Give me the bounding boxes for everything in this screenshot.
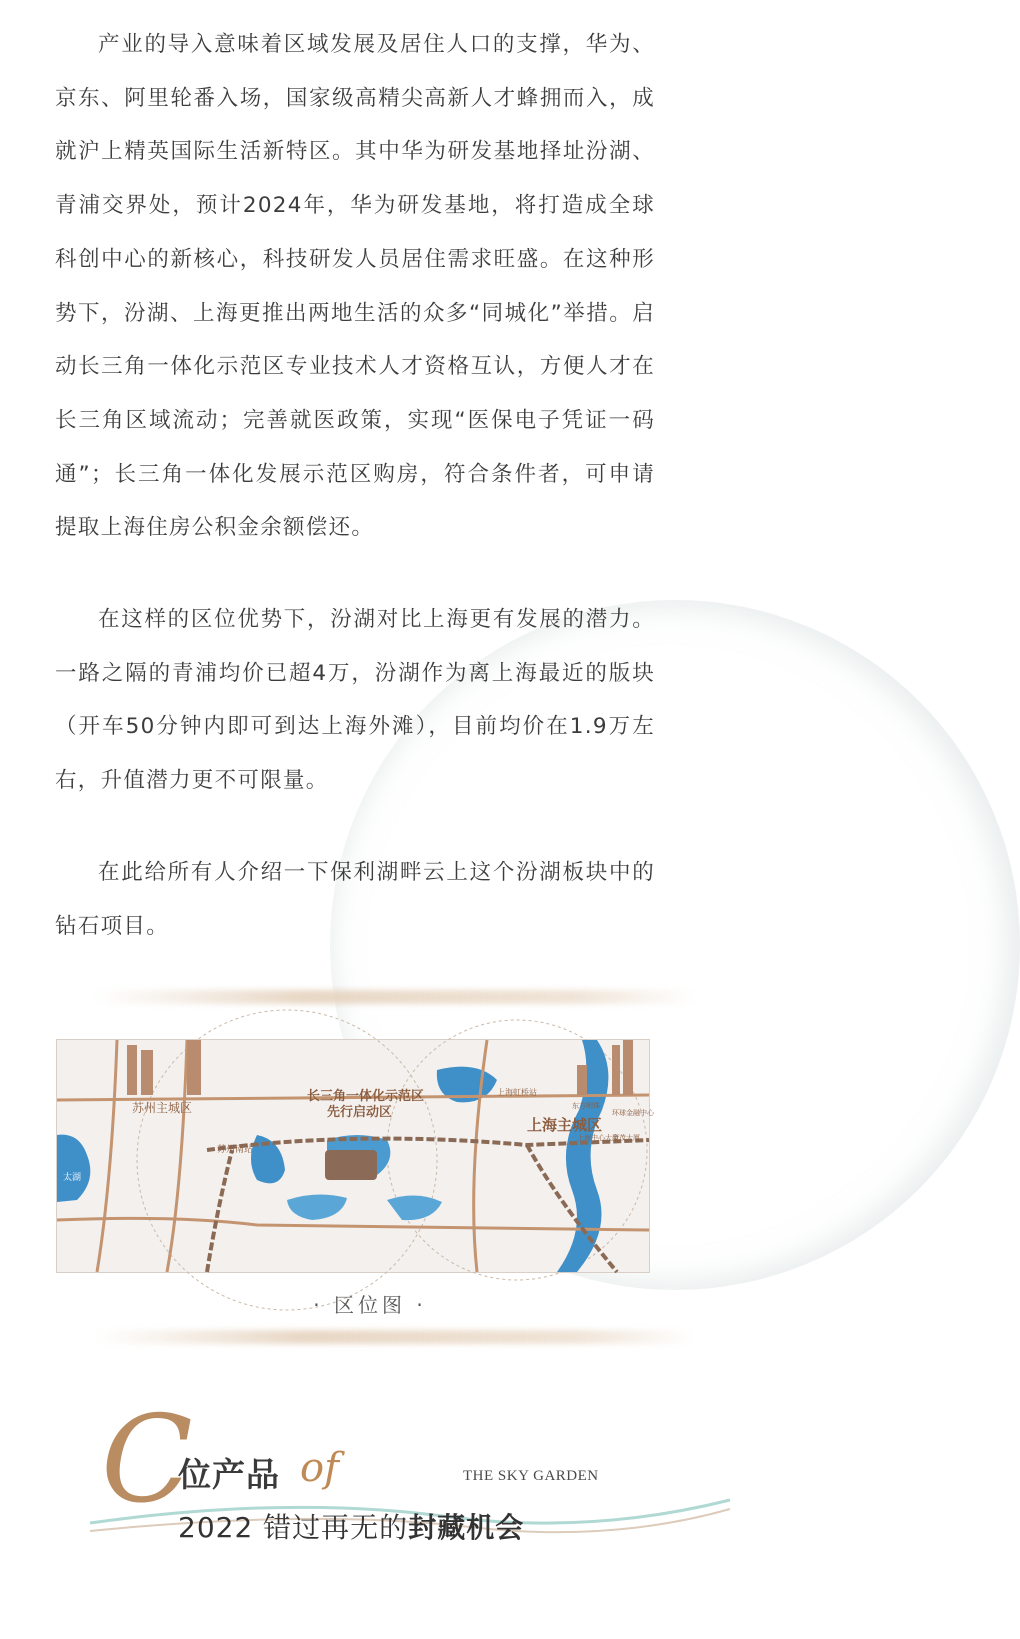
article-body [55,18,655,953]
banner-title: 位产品 [178,1455,280,1494]
landmark-buildings [127,1040,633,1095]
building [141,1050,153,1095]
location-map [56,1039,654,1273]
banner-year: 2022 [178,1511,254,1544]
road [97,1040,117,1272]
label-hongqiao: 上海虹桥站 [497,1088,537,1097]
banner-letter-c: C [101,1391,193,1530]
banner-subtitle-plain: 错过再无的 [263,1511,409,1544]
label-suzhou-south: 苏州南站 [217,1144,254,1154]
building [623,1040,633,1095]
divider-top [95,990,695,1004]
building [612,1045,620,1095]
banner-of: of [300,1445,339,1491]
label-sh-center: 上海中心大厦 [577,1134,619,1142]
divider-bottom [95,1330,695,1344]
rail-line [207,1150,232,1272]
label-demo-zone-2: 先行启动区 [327,1104,393,1119]
label-suzhou: 苏州主城区 [132,1101,193,1115]
label-jinmao: 金茂大厦 [612,1134,640,1142]
building [187,1040,201,1095]
radius-circle [387,1020,647,1280]
label-dongfang: 东方明珠 [572,1102,600,1110]
taihu-lake [57,1135,90,1202]
building [577,1065,587,1095]
map-caption: · 区位图 · [313,1293,427,1317]
lake [387,1195,442,1220]
banner-subtitle [178,1506,524,1546]
label-taihu: 太湖 [63,1172,82,1182]
banner-subtitle-bold: 封藏机会 [408,1511,525,1544]
road [57,1218,649,1230]
lake [287,1194,347,1220]
label-shanghai: 上海主城区 [527,1118,603,1134]
building [127,1045,137,1095]
project-marker [325,1150,377,1180]
label-demo-zone-1: 长三角一体化示范区 [307,1088,425,1103]
section-banner [0,1385,740,1639]
location-map-graphic [57,1040,654,1272]
road [167,1040,187,1272]
paragraph-location-advantage: 在这样的区位优势下，汾湖对比上海更有发展的潜力。一路之隔的青浦均价已超4万，汾湖作为离上海最近的版块（开车50分钟内即可到达上海外滩），目前均价在1.9万左右，升值潜力更不可限量。 [55,607,655,794]
banner-english-title: THE SKY GARDEN [463,1468,599,1484]
label-wfc: 环球金融中心 [612,1109,654,1117]
paragraph-industry: 产业的导入意味着区域发展及居住人口的支撑，华为、京东、阿里轮番入场，国家级高精尖高新人才蜂拥而入，成就沪上精英国际生活新特区。其中华为研发基地择址汾湖、青浦交界处，预计2024年，华为研发基地，将打造成全球科创中心的新核心，科技研发人员居住需求旺盛。在这种形势下，汾湖、上海更推出两地生活的众多“同城化”举措。启动长三角一体化示范区专业技术人才资格互认，方便人才在长三角区域流动；完善就医政策，实现“医保电子凭证一码通”；长三角一体化发展示范区购房，符合条件者，可申请提取上海住房公积金余额偿还。 [55,32,655,541]
paragraph-project-intro: 在此给所有人介绍一下保利湖畔云上这个汾湖板块中的钻石项目。 [55,859,655,939]
